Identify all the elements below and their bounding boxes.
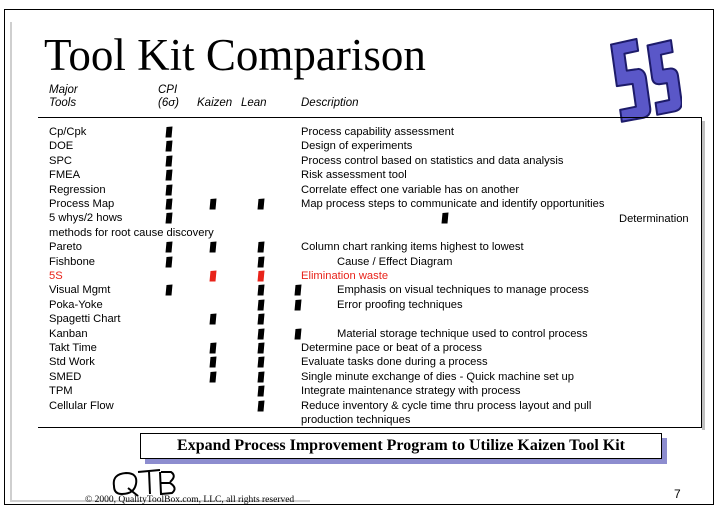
lean-check-mark: [257, 198, 265, 210]
tool-name: Process Map: [49, 198, 115, 210]
lean-check-mark: [257, 356, 265, 368]
cpi-check-mark: [165, 169, 173, 181]
tool-name: methods for root cause discovery: [49, 226, 214, 239]
tool-description: Design of experiments: [301, 140, 413, 153]
tool-description: Material storage technique used to control process: [337, 327, 588, 340]
page-number: 7: [674, 487, 681, 501]
tool-name: Cp/Cpk: [49, 126, 87, 138]
header-description: Description: [301, 97, 359, 109]
tool-description: Risk assessment tool: [301, 169, 407, 182]
lean-check-mark: [257, 371, 265, 383]
frame-shadow: [10, 22, 12, 502]
kaizen-check-mark: [209, 270, 217, 282]
tool-description: Error proofing techniques: [337, 298, 463, 311]
description-check-mark: [294, 328, 302, 340]
tool-name: SMED: [49, 370, 82, 383]
kaizen-check-mark: [209, 313, 217, 325]
cpi-check-mark: [165, 126, 173, 138]
tool-name: Cellular Flow: [49, 399, 114, 412]
cpi-check-mark: [165, 256, 173, 268]
lean-check-mark: [257, 256, 265, 268]
tool-description: Evaluate tasks done during a process: [301, 356, 488, 369]
cpi-check-mark: [165, 198, 173, 210]
table-shadow: [702, 121, 705, 430]
lean-check-mark: [257, 400, 265, 412]
tool-name: Poka-Yoke: [49, 298, 103, 311]
lean-check-mark: [257, 385, 265, 397]
cpi-check-mark: [165, 184, 173, 196]
lean-check-mark: [257, 313, 265, 325]
tool-name: Kanban: [49, 327, 88, 340]
header-cpi: CPI (6σ): [158, 84, 179, 109]
header-lean: Lean: [241, 97, 267, 109]
tool-description: Emphasis on visual techniques to manage process: [337, 284, 589, 297]
description-check-mark: [294, 299, 302, 311]
banner: Expand Process Improvement Program to Utilize Kaizen Tool Kit: [140, 433, 662, 459]
tool-name: Visual Mgmt: [49, 284, 111, 297]
tool-name: TPM: [49, 385, 73, 398]
kaizen-check-mark: [209, 356, 217, 368]
tool-name: Spagetti Chart: [49, 313, 121, 326]
lean-check-mark: [257, 284, 265, 296]
tool-name: 5 whys/2 hows: [49, 212, 123, 225]
lean-check-mark: [257, 241, 265, 253]
cpi-check-mark: [165, 241, 173, 253]
tool-name: FMEA: [49, 169, 81, 182]
kaizen-check-mark: [209, 198, 217, 210]
tool-name: Fishbone: [49, 255, 96, 268]
tool-name: Takt Time: [49, 342, 97, 354]
tool-description: Process control based on statistics and data analysis: [301, 154, 564, 167]
cpi-check-mark: [165, 155, 173, 167]
tool-name: Pareto: [49, 241, 82, 254]
kaizen-check-mark: [209, 371, 217, 383]
lean-check-mark: [257, 299, 265, 311]
cpi-check-mark: [165, 140, 173, 152]
tool-description: Column chart ranking items highest to lowest: [301, 241, 524, 254]
tool-description: Process capability assessment: [301, 126, 454, 138]
description-extra-determination: Determination: [619, 213, 689, 225]
tool-name: DOE: [49, 140, 74, 153]
cpi-check-mark: [165, 284, 173, 296]
tool-name: SPC: [49, 154, 73, 167]
lean-check-mark: [257, 342, 265, 354]
tool-description: Integrate maintenance strategy with process: [301, 385, 521, 398]
page-title: Tool Kit Comparison: [44, 30, 426, 80]
header-kaizen: Kaizen: [197, 97, 233, 109]
kaizen-check-mark: [209, 342, 217, 354]
tool-description: Reduce inventory & cycle time thru process layout and pull: [301, 399, 592, 412]
header-major-tools: Major Tools: [49, 84, 78, 109]
5s-logo: [610, 32, 682, 124]
tool-name: Std Work: [49, 356, 95, 369]
tool-description: Cause / Effect Diagram: [337, 255, 453, 268]
copyright-text: © 2000, QualityToolBox.com, LLC, all rights reserved: [85, 495, 295, 505]
tool-description: Correlate effect one variable has on another: [301, 183, 520, 196]
tool-description: Determine pace or beat of a process: [301, 342, 482, 354]
tool-name: Regression: [49, 183, 106, 196]
cpi-check-mark: [165, 212, 173, 224]
description-extra-production: production techniques: [301, 414, 411, 426]
lean-check-mark: [257, 328, 265, 340]
tool-description: Map process steps to communicate and identify opportunities: [301, 198, 605, 210]
description-check-mark: [294, 284, 302, 296]
lean-check-mark: [257, 270, 265, 282]
determination-check-mark: [441, 212, 449, 224]
tool-description: Single minute exchange of dies - Quick machine set up: [301, 370, 575, 383]
tool-name: 5S: [49, 270, 63, 282]
tool-description: Elimination waste: [301, 270, 389, 282]
kaizen-check-mark: [209, 241, 217, 253]
